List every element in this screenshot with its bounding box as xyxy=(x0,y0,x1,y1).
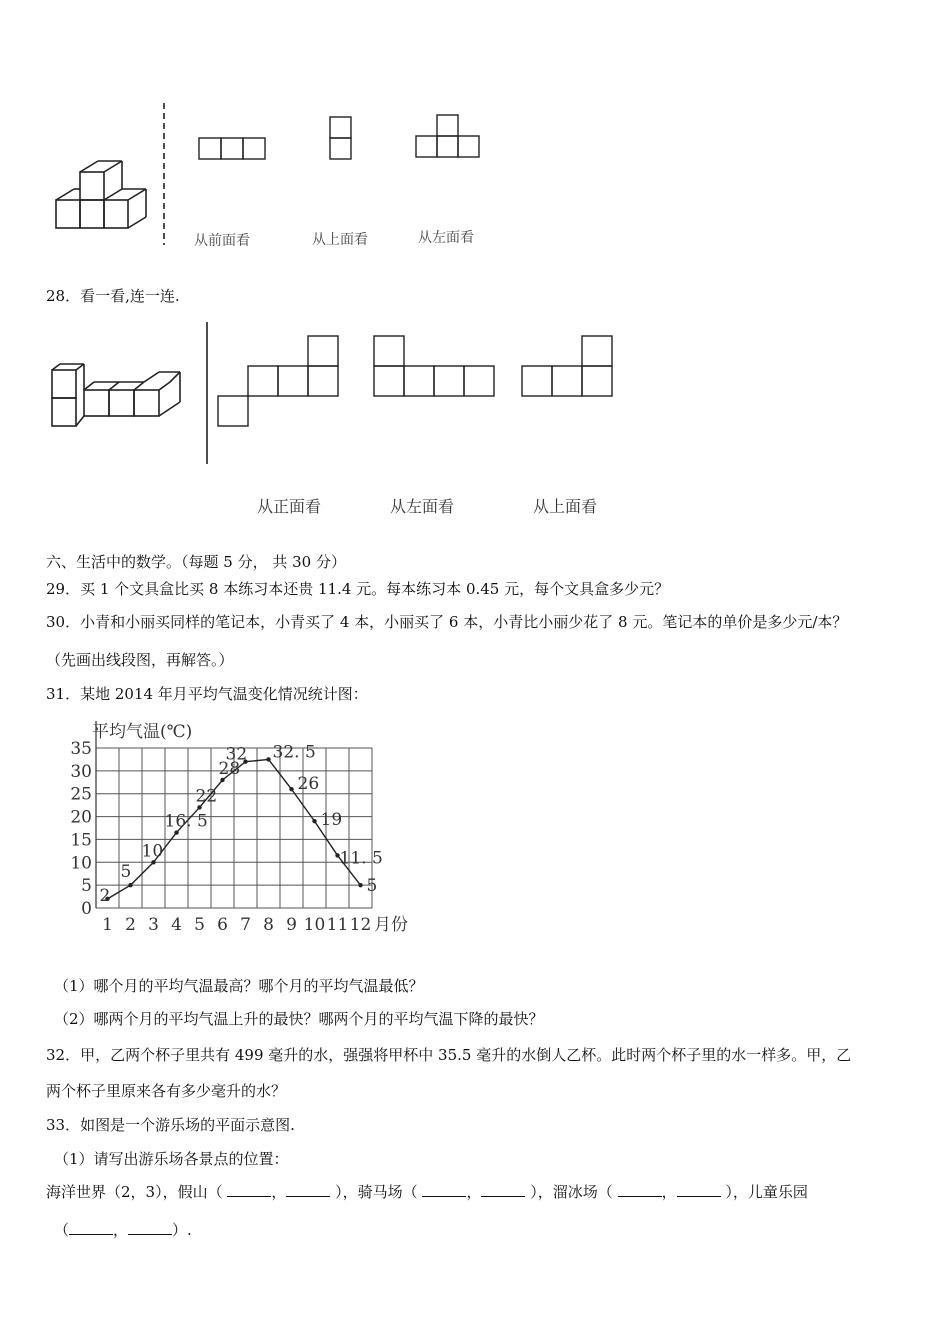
x-tick-label: 12 xyxy=(349,915,372,935)
data-label: 32 xyxy=(225,744,248,765)
x-tick-label: 5 xyxy=(194,915,205,935)
y-tick-label: 0 xyxy=(81,899,92,919)
x-axis-title: 月份 xyxy=(374,915,408,935)
temperature-line-chart xyxy=(56,715,436,945)
data-point xyxy=(312,819,316,823)
x-tick-label: 3 xyxy=(148,915,159,935)
x-tick-label: 6 xyxy=(217,915,228,935)
data-label: 10 xyxy=(141,841,164,862)
label-left-view: 从左面看 xyxy=(418,230,474,246)
q33-fill-line2 xyxy=(54,1220,192,1240)
label-front-view: 从前面看 xyxy=(194,233,250,249)
comma: ， xyxy=(466,1183,482,1201)
y-tick-label: 20 xyxy=(70,807,92,828)
data-label: 22 xyxy=(195,786,218,807)
ocean-world-text: 海洋世界（2，3），假山（ xyxy=(46,1183,223,1201)
x-tick-label: 10 xyxy=(303,915,326,935)
q29-text: 29．买 1 个文具盒比买 8 本练习本还贵 11.4 元。每本练习本 0.45 元，每个文具盒多少元？ xyxy=(46,580,670,598)
x-tick-label: 7 xyxy=(240,915,251,935)
q30-line2: （先画出线段图，再解答。） xyxy=(46,651,234,669)
data-point xyxy=(128,883,132,887)
skating-label: ），溜冰场（ xyxy=(530,1183,613,1201)
x-tick-label: 2 xyxy=(125,915,136,935)
q28-view-a xyxy=(218,336,338,426)
q32-line1: 32．甲，乙两个杯子里共有 499 毫升的水，强强将甲杯中 35.5 毫升的水倒人乙杯。此时两个杯子里的水一样多。甲，乙 xyxy=(46,1046,852,1064)
y-tick-label: 5 xyxy=(81,876,92,897)
x-tick-label: 8 xyxy=(263,915,274,935)
label-top-view-28: 从上面看 xyxy=(533,497,598,516)
q28-figure xyxy=(40,318,640,468)
q31-sub1: （1）哪个月的平均气温最高？哪个月的平均气温最低？ xyxy=(54,977,424,995)
top-view-shape xyxy=(330,117,351,159)
close-paren: ）. xyxy=(172,1221,192,1239)
y-axis-title: 平均气温(℃) xyxy=(92,722,193,742)
q28-view-b xyxy=(374,336,494,396)
skating-x-blank[interactable] xyxy=(618,1182,662,1197)
rockery-y-blank[interactable] xyxy=(286,1182,330,1197)
q31-sub2: （2）哪两个月的平均气温上升的最快？哪两个月的平均气温下降的最快？ xyxy=(54,1010,544,1028)
data-label: 19 xyxy=(320,810,343,831)
y-tick-label: 30 xyxy=(70,761,92,782)
q28-view-c xyxy=(522,336,612,396)
data-label: 16. 5 xyxy=(164,811,208,832)
data-point xyxy=(358,883,362,887)
y-tick-label: 10 xyxy=(70,853,92,874)
data-point xyxy=(289,787,293,791)
section-6-header: 六、生活中的数学。（每题 5 分， 共 30 分） xyxy=(46,553,346,571)
x-tick-label: 11 xyxy=(326,915,349,935)
skating-y-blank[interactable] xyxy=(677,1182,721,1197)
riding-label: ），骑马场（ xyxy=(335,1183,418,1201)
riding-y-blank[interactable] xyxy=(481,1182,525,1197)
comma: ， xyxy=(661,1183,677,1201)
open-paren: （ xyxy=(54,1221,70,1239)
q30-line1: 30．小青和小丽买同样的笔记本，小青买了 4 本，小丽买了 6 本，小青比小丽少花了 8 元。笔记本的单价是多少元/本？ xyxy=(46,613,848,631)
data-label: 11. 5 xyxy=(339,848,383,869)
data-label: 32. 5 xyxy=(272,742,316,763)
data-label: 5 xyxy=(120,862,132,883)
rockery-x-blank[interactable] xyxy=(227,1182,271,1197)
data-point xyxy=(266,757,270,761)
q33-fill-line1 xyxy=(46,1182,808,1202)
x-tick-label: 4 xyxy=(171,915,182,935)
y-tick-label: 35 xyxy=(70,739,92,759)
park-x-blank[interactable] xyxy=(69,1220,113,1235)
label-top-view: 从上面看 xyxy=(312,232,368,248)
data-label: 2 xyxy=(99,885,111,906)
q32-line2: 两个杯子里原来各有多少毫升的水？ xyxy=(46,1082,287,1100)
q28-solid xyxy=(52,364,180,426)
q28-title: 28．看一看,连一连. xyxy=(46,287,180,305)
q33-title: 33．如图是一个游乐场的平面示意图. xyxy=(46,1116,295,1134)
front-view-shape xyxy=(199,138,265,159)
y-tick-label: 25 xyxy=(70,784,92,805)
q33-sub1: （1）请写出游乐场各景点的位置： xyxy=(54,1150,289,1168)
riding-x-blank[interactable] xyxy=(422,1182,466,1197)
data-label: 26 xyxy=(297,774,320,795)
data-label: 28 xyxy=(218,759,241,779)
x-tick-label: 1 xyxy=(102,915,113,935)
label-left-view-28: 从左面看 xyxy=(390,497,455,516)
x-tick-label: 9 xyxy=(286,915,297,935)
y-tick-label: 15 xyxy=(70,830,92,851)
comma: ， xyxy=(113,1221,129,1239)
comma: ， xyxy=(271,1183,287,1201)
q31-title: 31．某地 2014 年月平均气温变化情况统计图： xyxy=(46,685,368,703)
park-y-blank[interactable] xyxy=(128,1220,172,1235)
left-view-shape xyxy=(416,115,479,157)
park-label: ），儿童乐园 xyxy=(725,1183,808,1201)
label-front-view-28: 从正面看 xyxy=(257,497,322,516)
data-label: 5 xyxy=(366,876,378,897)
